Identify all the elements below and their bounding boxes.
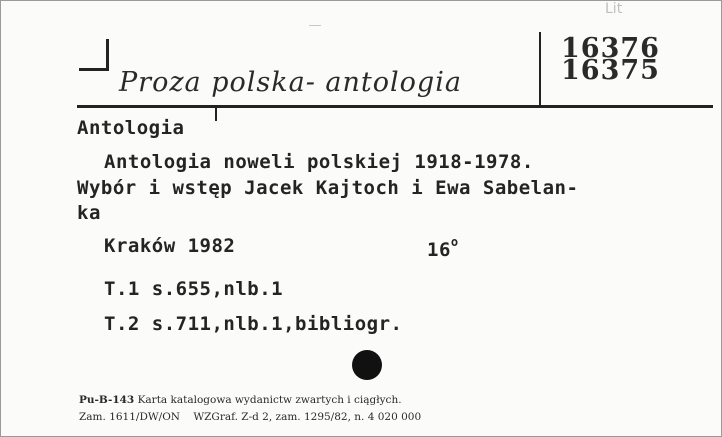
- footer-line-1-text: Karta katalogowa wydanictw zwartych i ciągłych.: [137, 394, 402, 406]
- title-line-2: Wybór i wstęp Jacek Kajtoch i Ewa Sabelan-: [77, 177, 579, 199]
- corner-mark-horizontal: [79, 68, 109, 71]
- place-year: Kraków 1982: [104, 235, 236, 257]
- title-line-3: ka: [77, 202, 101, 224]
- format-number: 16: [427, 239, 451, 261]
- rule-tick: [215, 107, 217, 121]
- footer-code: Pu-B-143: [79, 394, 135, 406]
- book-format: [427, 235, 459, 261]
- call-number-divider: [539, 32, 541, 106]
- footer-line-1: [79, 394, 402, 406]
- call-number-1: 16376: [561, 33, 660, 64]
- subject-heading: Antologia: [77, 117, 185, 139]
- heading-rule: [77, 105, 713, 108]
- format-superscript: o: [450, 235, 459, 249]
- pencil-mark: Lit: [605, 1, 623, 17]
- title-line-1: Antologia noweli polskiej 1918-1978.: [104, 151, 534, 173]
- faint-tick: [309, 25, 321, 26]
- corner-mark-vertical: [106, 39, 109, 70]
- volume-1: T.1 s.655,nlb.1: [104, 278, 284, 300]
- footer-line-2: Zam. 1611/DW/ON WZGraf. Z-d 2, zam. 1295/82, n. 4 020 000: [79, 411, 422, 423]
- handwritten-heading: Proza polska- antologia: [119, 67, 462, 98]
- volume-2: T.2 s.711,nlb.1,bibliogr.: [104, 313, 403, 335]
- punch-hole: [352, 350, 382, 380]
- call-number-2: 16375: [561, 55, 660, 86]
